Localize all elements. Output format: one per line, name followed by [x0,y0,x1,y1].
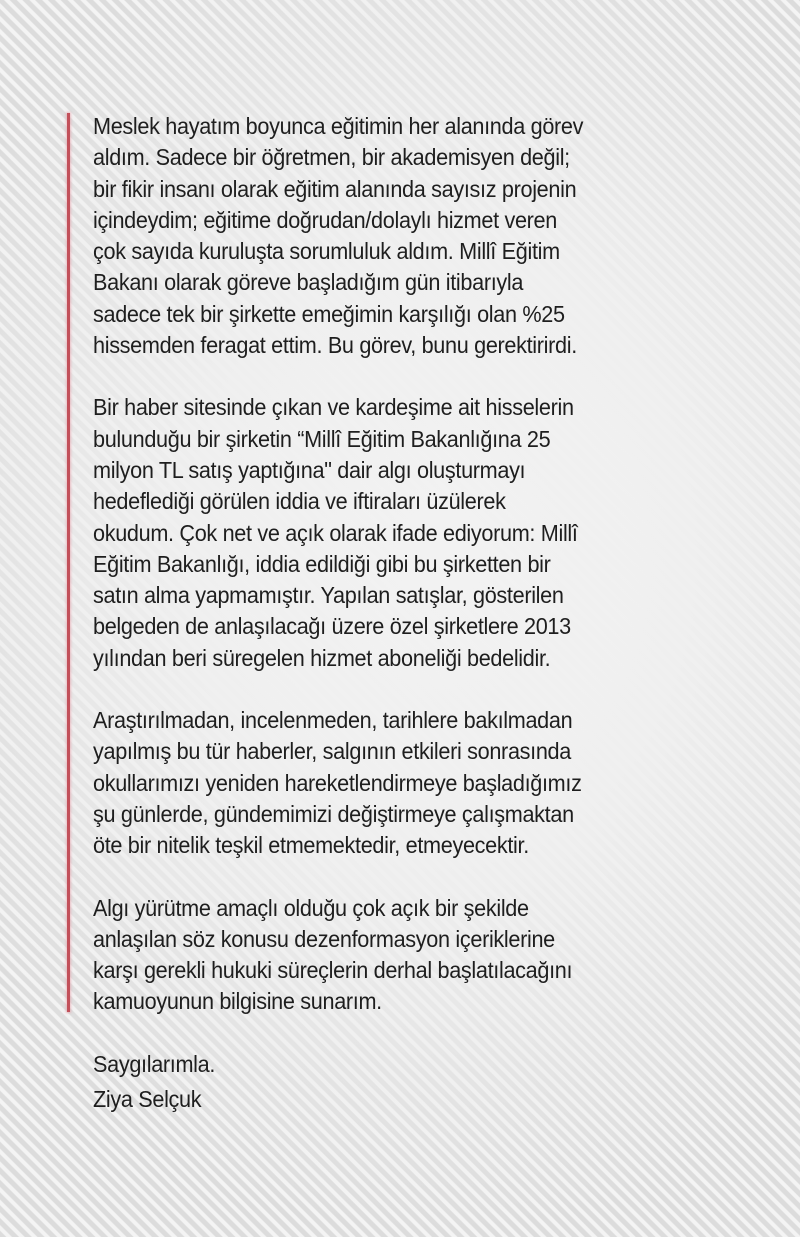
signature-name: Ziya Selçuk [93,1086,202,1113]
paragraph-career [93,111,773,361]
quote-accent-bar [67,113,70,1012]
text-line: sadece tek bir şirkette emeğimin karşılığı olan %25 [93,300,565,327]
text-line: belgeden de anlaşılacağı üzere özel şirketlere 2013 [93,613,571,640]
text-line: Bakanı olarak göreve başladığım gün itibarıyla [93,269,524,296]
text-line: yılından beri süregelen hizmet aboneliği bedelidir. [93,644,551,671]
text-line: aldım. Sadece bir öğretmen, bir akademisyen değil; [93,144,570,171]
closing-salutation: Saygılarımla. [93,1050,216,1077]
paragraph-response [93,705,773,861]
text-line: milyon TL satış yaptığına" dair algı oluşturmayı [93,456,526,483]
text-line: içindeydim; eğitime doğrudan/dolaylı hizmet veren [93,206,557,233]
text-line: anlaşılan söz konusu dezenformasyon içeriklerine [93,925,555,952]
text-line: okudum. Çok net ve açık olarak ifade ediyorum: Millî [93,519,578,546]
text-line: yapılmış bu tür haberler, salgının etkileri sonrasında [93,738,571,765]
statement-letter [93,111,773,1119]
text-line: kamuoyunun bilgisine sunarım. [93,988,382,1015]
text-line: bir fikir insanı olarak eğitim alanında sayısız projenin [93,175,577,202]
paragraph-legal-action [93,893,773,1018]
paragraph-news-claim [93,392,773,674]
text-line: Bir haber sitesinde çıkan ve kardeşime ait hisselerin [93,394,574,421]
text-line: çok sayıda kuruluşta sorumluluk aldım. Millî Eğitim [93,238,560,265]
text-line: satın alma yapmamıştır. Yapılan satışlar, gösterilen [93,582,564,609]
text-line: karşı gerekli hukuki süreçlerin derhal başlatılacağını [93,957,573,984]
text-line: hedeflediği görülen iddia ve iftiraları üzülerek [93,488,506,515]
text-line: Meslek hayatım boyunca eğitimin her alanında görev [93,113,584,139]
text-line: hissemden feragat ettim. Bu görev, bunu gerektirirdi. [93,332,577,359]
text-line: Araştırılmadan, incelenmeden, tarihlere bakılmadan [93,707,573,734]
text-line: okullarımızı yeniden hareketlendirmeye başladığımız [93,769,582,796]
text-line: bulunduğu bir şirketin “Millî Eğitim Bakanlığına 25 [93,425,551,452]
text-line: şu günlerde, gündemimizi değiştirmeye çalışmaktan [93,800,574,827]
text-line: Eğitim Bakanlığı, iddia edildiği gibi bu şirketten bir [93,550,551,577]
text-line: Algı yürütme amaçlı olduğu çok açık bir şekilde [93,894,529,921]
text-line: öte bir nitelik teşkil etmemektedir, etmeyecektir. [93,832,529,859]
closing-block [93,1049,773,1119]
